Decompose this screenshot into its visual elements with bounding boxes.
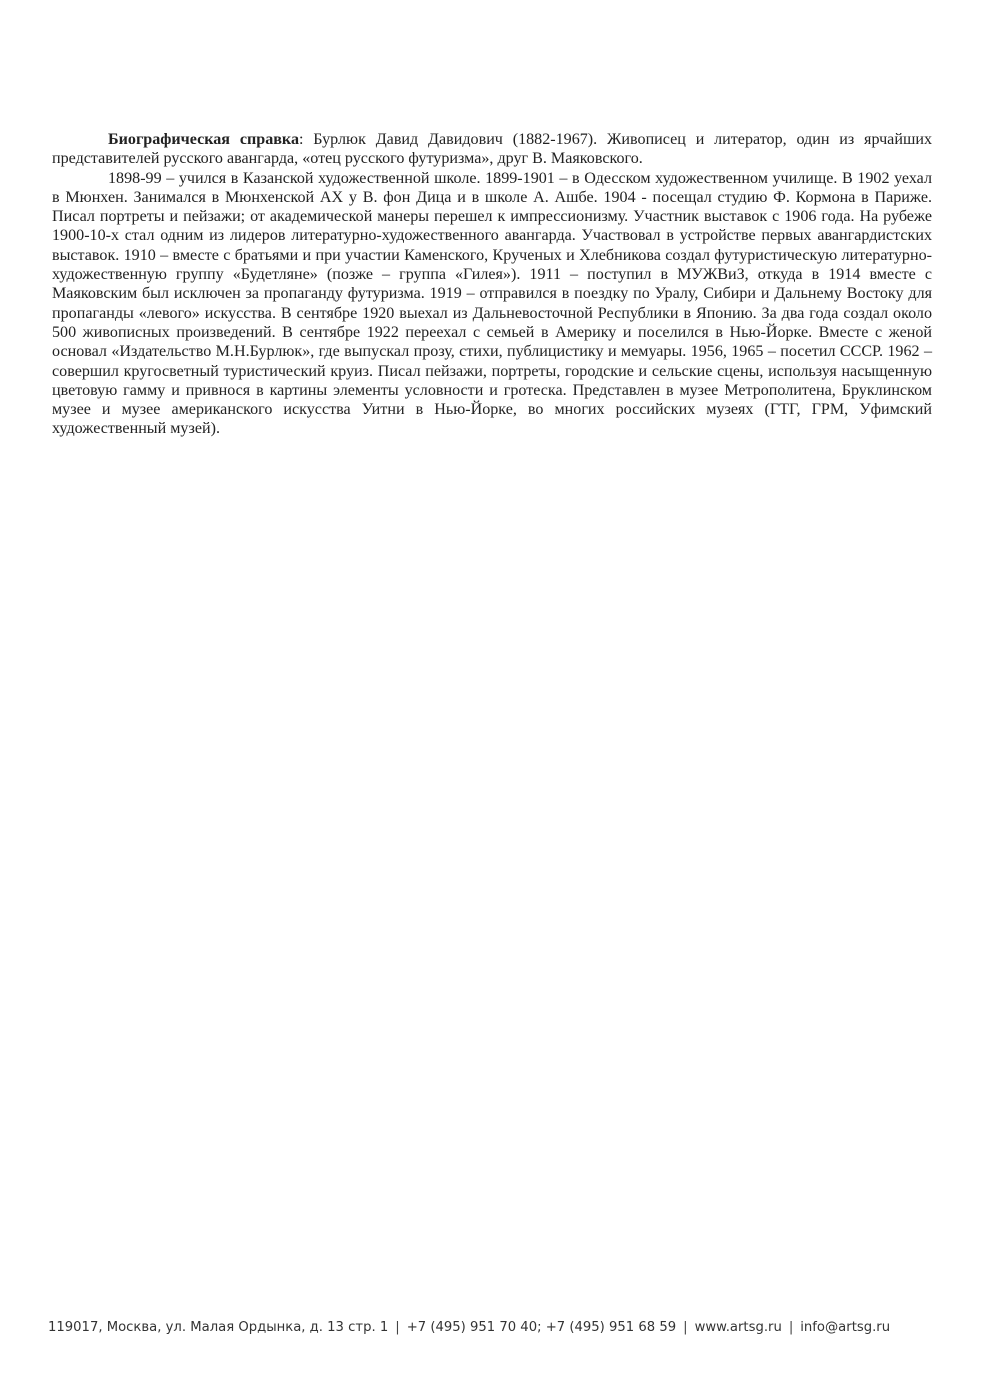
bio-intro-text: : Бурлюк Давид Давидович (1882-1967). Живописец и литератор, один из ярчайших представителей русского авангарда, «отец русского футуризма», друг В. Маяковского. (52, 131, 932, 168)
bio-paragraph-main: 1898-99 – учился в Казанской художественной школе. 1899-1901 – в Одесском художественном училище. В 1902 уехал в Мюнхен. Занимался в Мюнхенской АХ у В. фон Дица и в школе А. Ашбе. 1904 - посещал студию Ф. Кормона в Париже. Писал портреты и пейзажи; от академической манеры перешел к импрессионизму. Участник выставок с 1906 года. На рубеже 1900-10-х стал одним из лидеров литературно-художественного авангарда. Участвовал в устройстве первых авангардистских выставок. 1910 – вместе с братьями и при участии Каменского, Крученых и Хлебникова создал футуристическую литературно-художественную группу «Будетляне» (позже – группа «Гилея»). 1911 – поступил в МУЖВиЗ, откуда в 1914 вместе с Маяковским был исключен за пропаганду футуризма. 1919 – отправился в поездку по Уралу, Сибири и Дальнему Востоку для пропаганды «левого» искусства. В сентябре 1920 выехал из Дальневосточной Республики в Японию. За два года создал около 500 живописных произведений. В сентябре 1922 переехал с семьей в Америку и поселился в Нью-Йорке. Вместе с женой основал «Издательство М.Н.Бурлюк», где выпускал прозу, стихи, публицистику и мемуары. 1956, 1965 – посетил СССР. 1962 – совершил кругосветный туристический круиз. Писал пейзажи, портреты, городские и сельские сцены, используя насыщенную цветовую гамму и привнося в картины элементы условности и гротеска. Представлен в музее Метрополитена, Бруклинском музее и музее американского искусства Уитни в Нью-Йорке, во многих российских музеях (ГТГ, ГРМ, Уфимский художественный музей). (52, 169, 932, 438)
footer-separator: | (683, 1320, 688, 1335)
footer-address: 119017, Москва, ул. Малая Ордынка, д. 13 стр. 1 (48, 1320, 389, 1335)
biography-text (52, 130, 932, 439)
footer-contacts (48, 1320, 948, 1335)
bio-lead-label: Биографическая справка (108, 131, 300, 148)
footer-website-link[interactable]: www.artsg.ru (694, 1320, 782, 1335)
footer-email-link[interactable]: info@artsg.ru (800, 1320, 891, 1335)
bio-paragraph-intro (52, 130, 932, 169)
footer-phones: +7 (495) 951 70 40; +7 (495) 951 68 59 (406, 1320, 677, 1335)
footer-separator: | (395, 1320, 400, 1335)
footer-separator: | (788, 1320, 794, 1335)
